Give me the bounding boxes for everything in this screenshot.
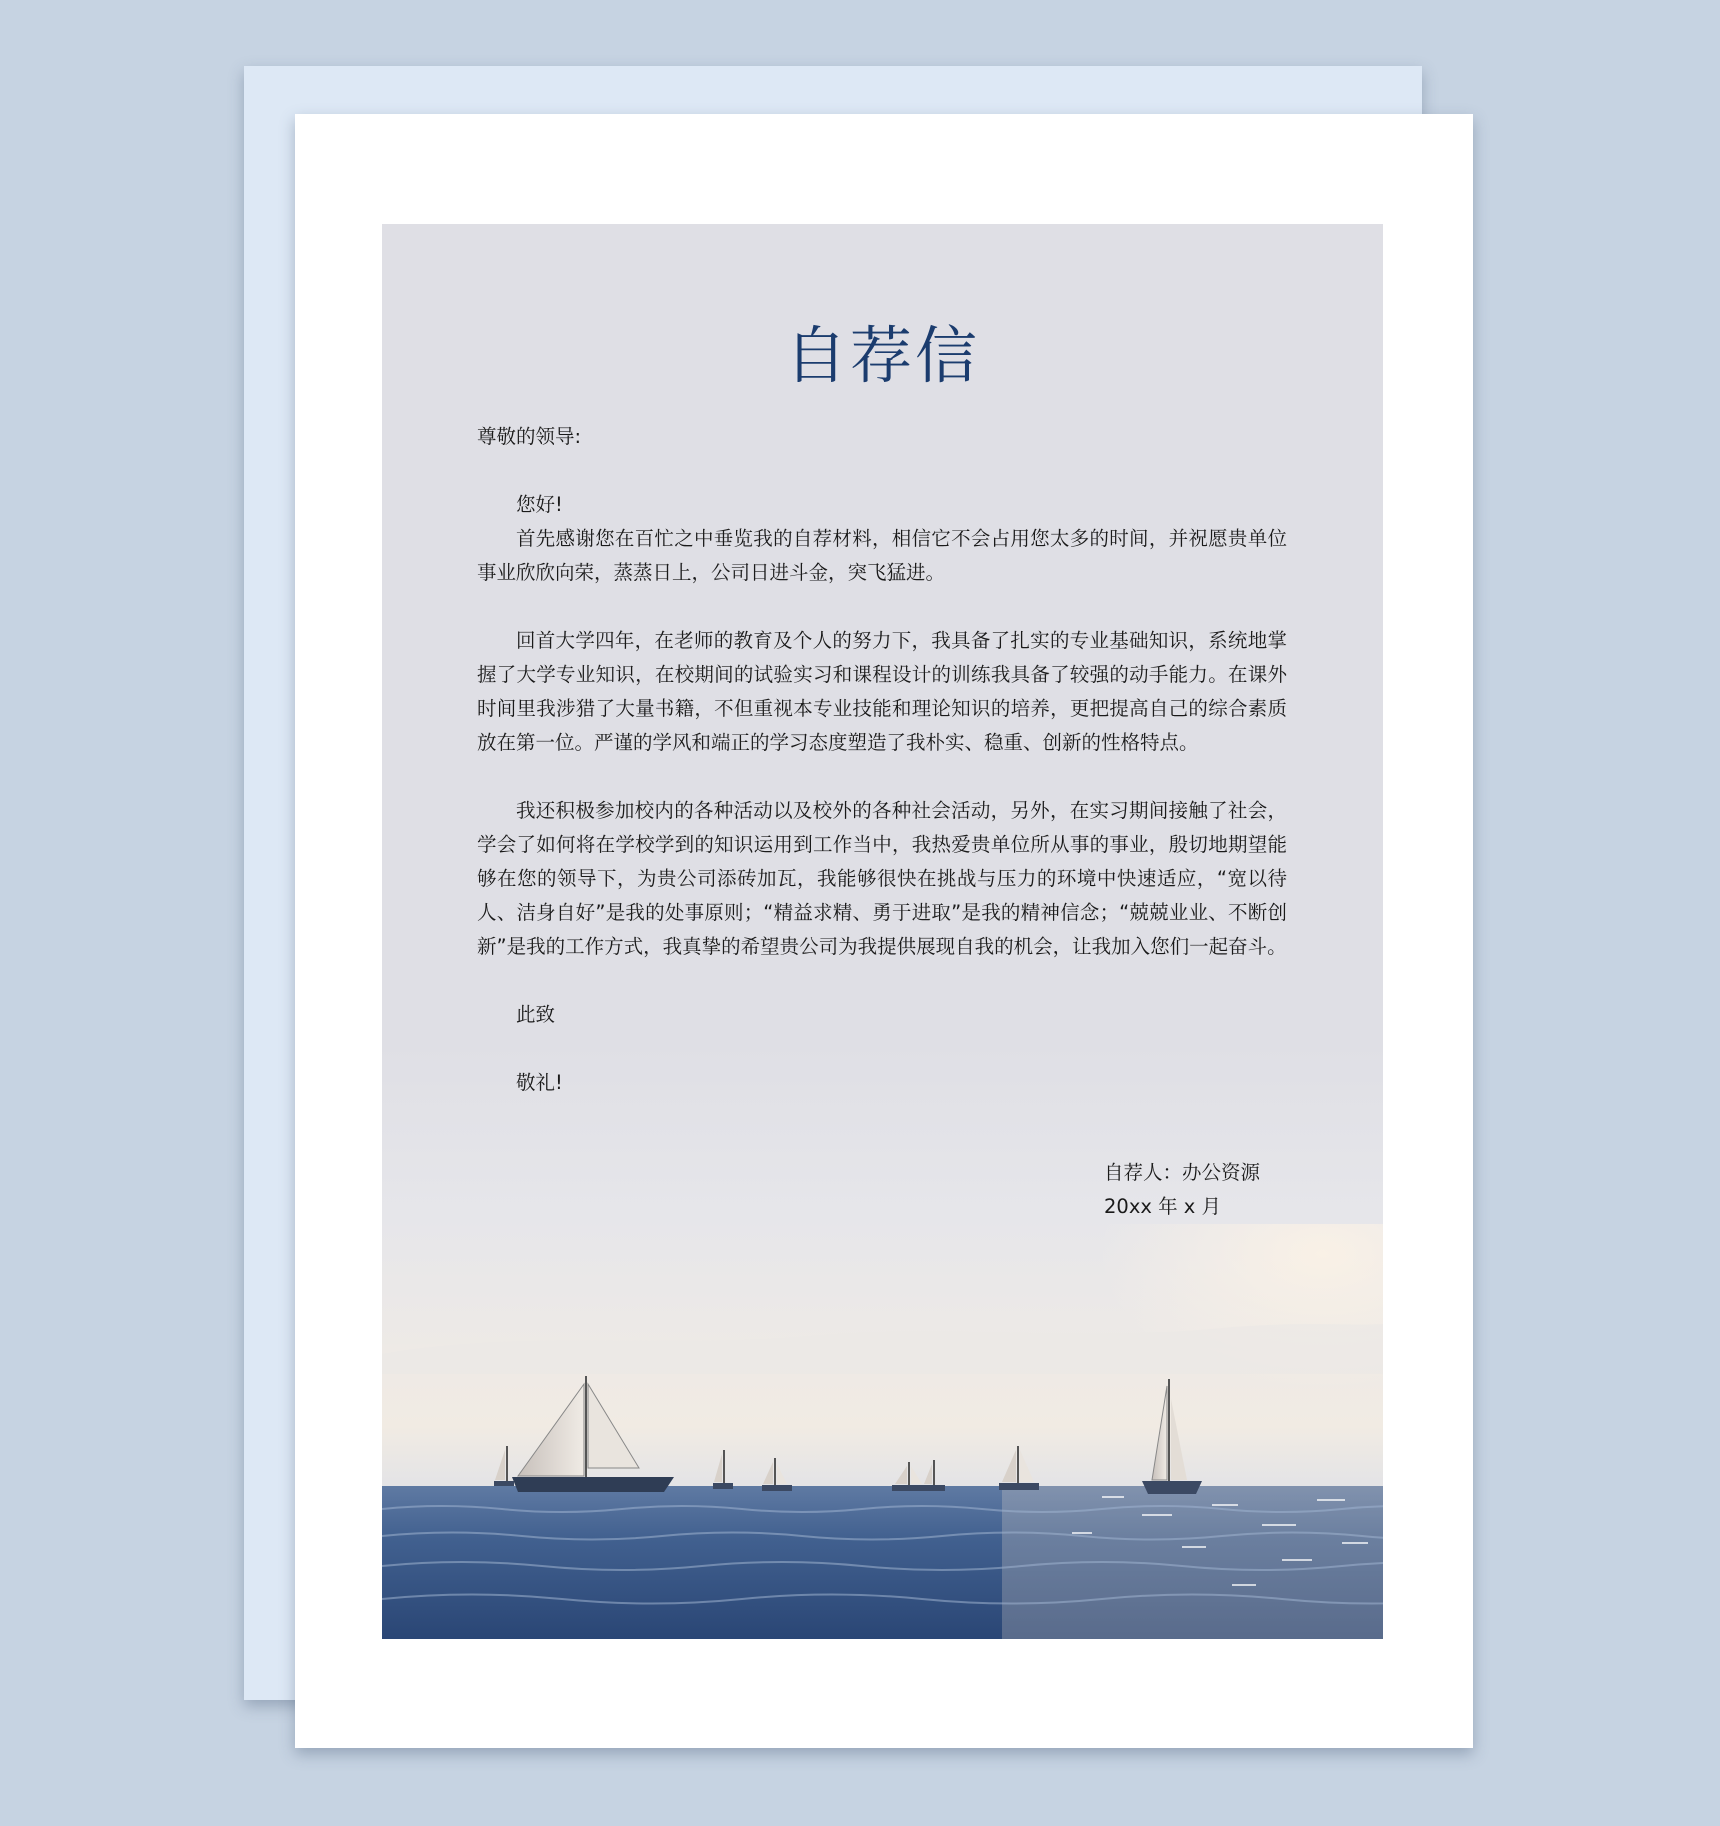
paragraph-3: 我还积极参加校内的各种活动以及校外的各种社会活动，另外，在实习期间接触了社会，学会了如何将在学校学到的知识运用到工作当中，我热爱贵单位所从事的事业，殷切地期望能够在您的领导下，为贵公司添砖加瓦，我能够很快在挑战与压力的环境中快速适应，“宽以待人、洁身自好”是我的处事原则；“精益求精、勇于进取”是我的精神信念；“兢兢业业、不断创新”是我的工作方式，我真挚的希望贵公司为我提供展现自我的机会，让我加入您们一起奋斗。 <box>477 799 1287 958</box>
closing-line-1: 此致 <box>516 1003 556 1026</box>
signature-block <box>1104 1156 1260 1224</box>
paragraph-2: 回首大学四年，在老师的教育及个人的努力下，我具备了扎实的专业基础知识，系统地掌握了大学专业知识，在校期间的试验实习和课程设计的训练我具备了较强的动手能力。在课外时间里我涉猎了大量书籍，不但重视本专业技能和理论知识的培养，更把提高自己的综合素质放在第一位。严谨的学风和端正的学习态度塑造了我朴实、稳重、创新的性格特点。 <box>477 629 1287 754</box>
closing-line-2: 敬礼! <box>516 1071 563 1094</box>
front-paper-sheet <box>295 114 1473 1748</box>
boat-large-left <box>512 1376 674 1492</box>
letter-title: 自荐信 <box>784 319 980 392</box>
boat-mid-2 <box>762 1458 792 1491</box>
paragraph-1: 首先感谢您在百忙之中垂览我的自荐材料，相信它不会占用您太多的时间，并祝愿贵单位事业欣欣向荣，蒸蒸日上，公司日进斗金，突飞猛进。 <box>477 527 1287 584</box>
signer: 自荐人：办公资源 <box>1104 1161 1261 1184</box>
letter-date: 20xx 年 x 月 <box>1104 1195 1222 1218</box>
letter-body <box>477 420 1287 1100</box>
salutation: 尊敬的领导: <box>477 425 582 448</box>
greeting: 您好! <box>516 493 563 516</box>
letter-panel <box>382 224 1383 1639</box>
boat-mid-1 <box>713 1450 733 1489</box>
boat-far-left <box>494 1446 514 1486</box>
